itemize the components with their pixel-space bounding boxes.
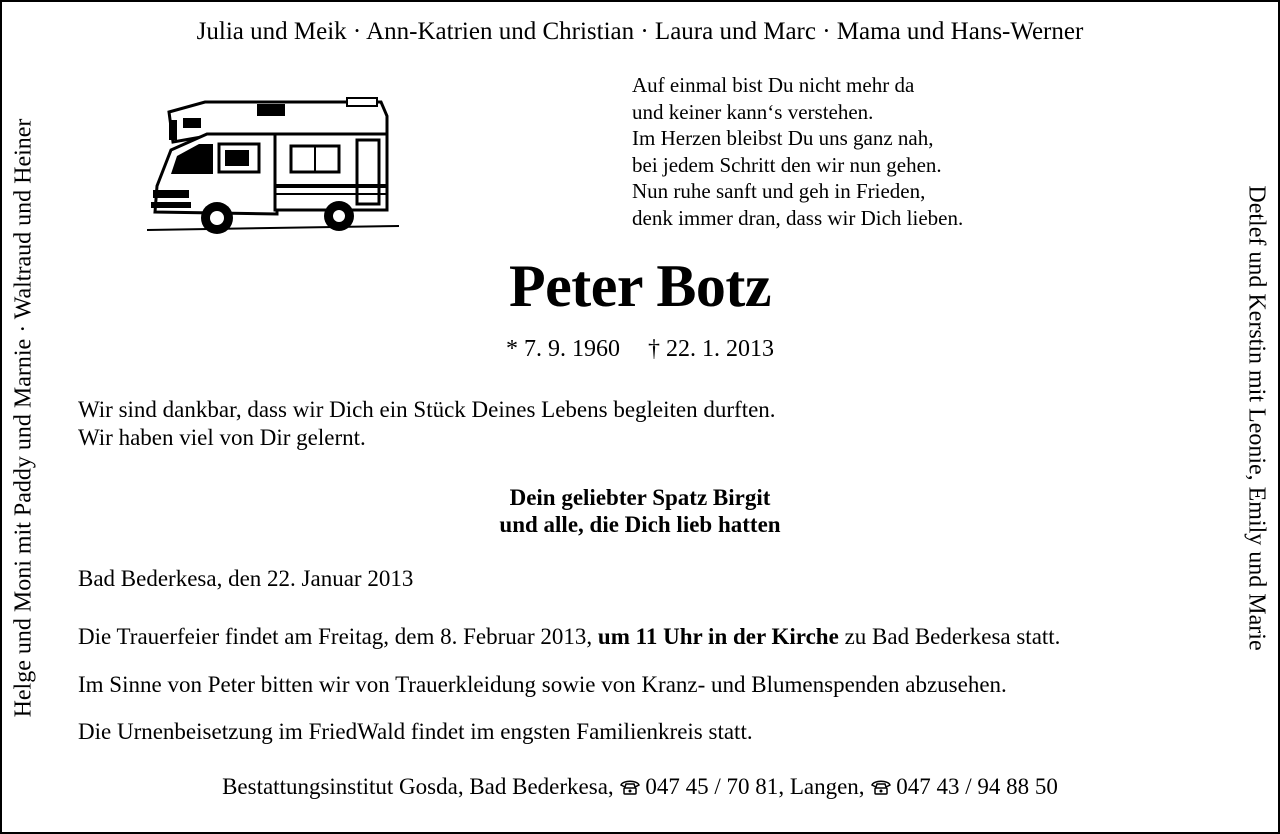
request-info: Im Sinne von Peter bitten wir von Trauerkleidung sowie von Kranz- und Blumenspenden abzusehen. (78, 672, 1007, 697)
thanks-line: Wir sind dankbar, dass wir Dich ein Stück Deines Lebens begleiten durften. (78, 397, 776, 422)
camper-van-image (147, 90, 399, 240)
funeral-time-place: um 11 Uhr in der Kirche (597, 624, 839, 649)
funeral-info (78, 624, 1060, 650)
top-names: Julia und Meik · Ann-Katrien und Christian · Laura und Marc · Mama und Hans-Werner (196, 18, 1084, 45)
poem (632, 72, 963, 231)
death-date: † 22. 1. 2013 (648, 336, 774, 362)
poem-line: Im Herzen bleibst Du uns ganz nah, (632, 126, 934, 150)
telephone-icon (870, 779, 892, 795)
deceased-name: Peter Botz (508, 253, 772, 319)
undertaker-info (2, 774, 1278, 800)
thanks-text (78, 396, 776, 452)
phone-number-1: 047 45 / 70 81 (645, 774, 779, 799)
life-dates (2, 336, 1278, 363)
poem-line: Nun ruhe sanft und geh in Frieden, (632, 179, 926, 203)
side-names-left: Helge und Moni mit Paddy und Marnie · Waltraud und Heiner (10, 118, 37, 718)
poem-line: bei jedem Schritt den wir nun gehen. (632, 152, 942, 177)
poem-line: und keiner kann‘s verstehen. (632, 99, 874, 124)
funeral-text-end: zu Bad Bederkesa statt. (844, 624, 1061, 649)
side-names-left-column (2, 2, 46, 832)
funeral-text-start: Die Trauerfeier findet am Freitag, dem 8. Februar 2013, (78, 624, 593, 649)
side-names-right-column (1234, 2, 1278, 832)
undertaker-name: Bestattungsinstitut Gosda, Bad Bederkesa, (222, 774, 614, 799)
poem-line: Auf einmal bist Du nicht mehr da (632, 73, 915, 97)
place-date: Bad Bederkesa, den 22. Januar 2013 (78, 566, 414, 591)
urn-info: Die Urnenbeisetzung im FriedWald findet im engsten Familienkreis statt. (78, 719, 753, 744)
undertaker-location: , Langen, (778, 774, 865, 799)
signed-by (2, 484, 1278, 538)
poem-line: denk immer dran, dass wir Dich lieben. (632, 205, 964, 230)
side-names-right: Detlef und Kerstin mit Leonie, Emily und Marie (1243, 185, 1270, 651)
birth-date: * 7. 9. 1960 (506, 336, 620, 362)
phone-number-2: 047 43 / 94 88 50 (896, 774, 1058, 799)
signed-line: und alle, die Dich lieb hatten (499, 512, 781, 537)
thanks-line: Wir haben viel von Dir gelernt. (78, 425, 366, 450)
telephone-icon (619, 779, 641, 795)
signed-line: Dein geliebter Spatz Birgit (509, 485, 771, 510)
